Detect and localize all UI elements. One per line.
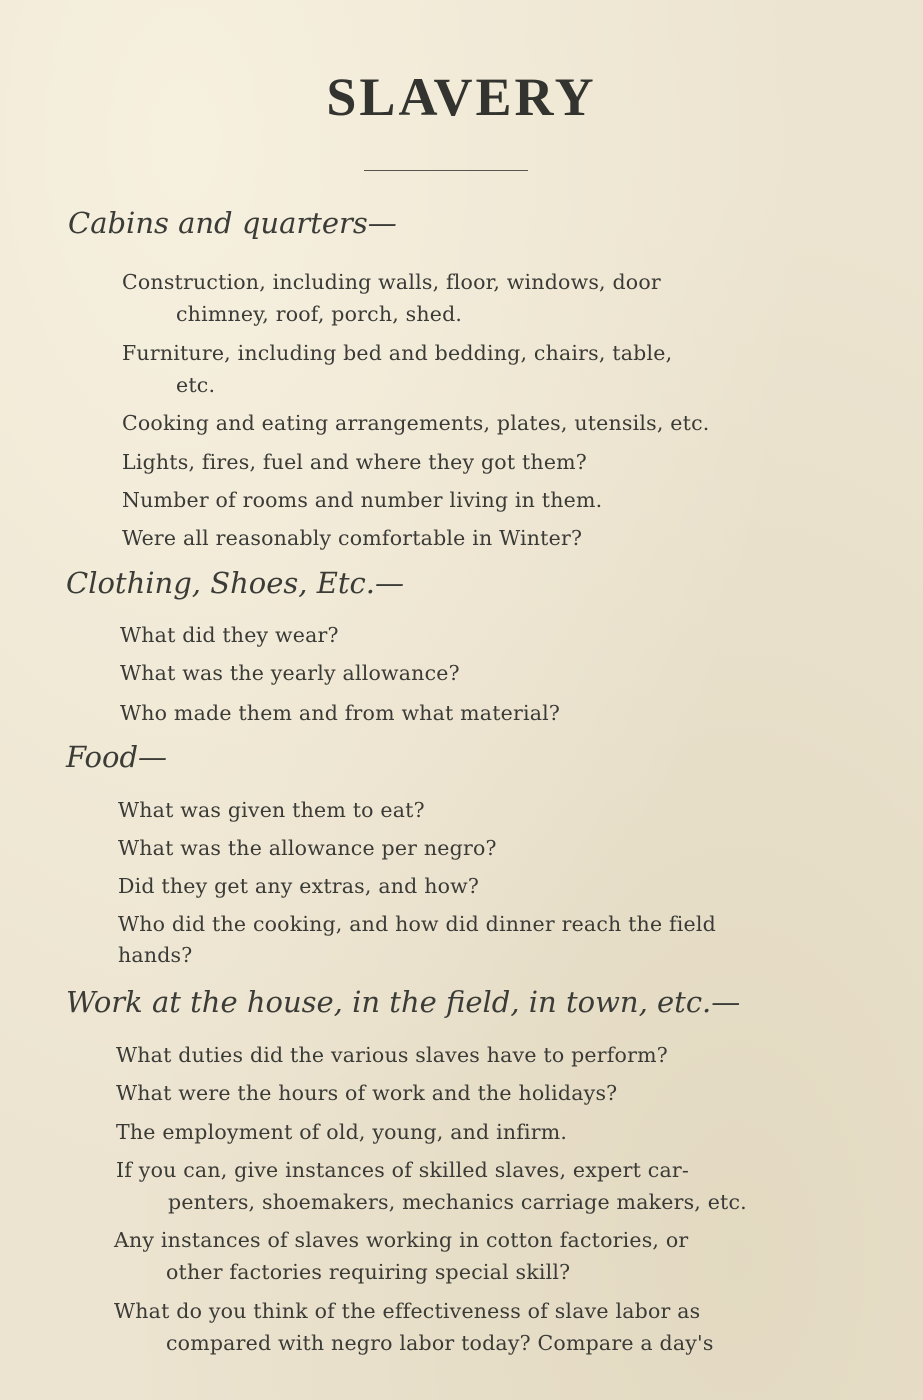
question-line: Did they get any extras, and how? xyxy=(118,874,480,898)
question-line: Number of rooms and number living in them. xyxy=(122,488,603,512)
question-line: hands? xyxy=(118,943,193,967)
question-line: Who made them and from what material? xyxy=(120,701,561,725)
question-line: Lights, fires, fuel and where they got them? xyxy=(122,450,587,474)
page-title: SLAVERY xyxy=(326,67,597,127)
section-heading-food: Food— xyxy=(66,740,168,774)
question-line: Were all reasonably comfortable in Winter? xyxy=(122,526,583,550)
question-line: What duties did the various slaves have to perform? xyxy=(116,1043,668,1067)
question-line: What was the yearly allowance? xyxy=(120,661,460,685)
title-divider xyxy=(364,170,528,171)
question-line: If you can, give instances of skilled slaves, expert car- xyxy=(116,1158,690,1182)
question-line: compared with negro labor today? Compare a day's xyxy=(166,1331,714,1355)
question-line: chimney, roof, porch, shed. xyxy=(176,302,463,326)
question-line: What did they wear? xyxy=(120,623,339,647)
question-line: What do you think of the effectiveness of slave labor as xyxy=(114,1299,701,1323)
question-line: other factories requiring special skill? xyxy=(166,1260,571,1284)
question-line: What were the hours of work and the holidays? xyxy=(116,1081,618,1105)
question-line: The employment of old, young, and infirm. xyxy=(116,1120,568,1144)
question-line: Cooking and eating arrangements, plates, utensils, etc. xyxy=(122,411,710,435)
question-line: What was the allowance per negro? xyxy=(118,836,497,860)
question-line: Any instances of slaves working in cotton factories, or xyxy=(114,1228,689,1252)
question-line: Construction, including walls, floor, windows, door xyxy=(122,270,661,294)
section-heading-work: Work at the house, in the field, in town, etc.— xyxy=(66,985,741,1019)
question-line: Who did the cooking, and how did dinner reach the field xyxy=(118,912,716,936)
question-line: What was given them to eat? xyxy=(118,798,425,822)
question-line: Furniture, including bed and bedding, chairs, table, xyxy=(122,341,673,365)
section-heading-cabins: Cabins and quarters— xyxy=(68,206,397,240)
question-line: penters, shoemakers, mechanics carriage makers, etc. xyxy=(168,1190,747,1214)
section-heading-clothing: Clothing, Shoes, Etc.— xyxy=(66,566,404,600)
question-line: etc. xyxy=(176,373,216,397)
